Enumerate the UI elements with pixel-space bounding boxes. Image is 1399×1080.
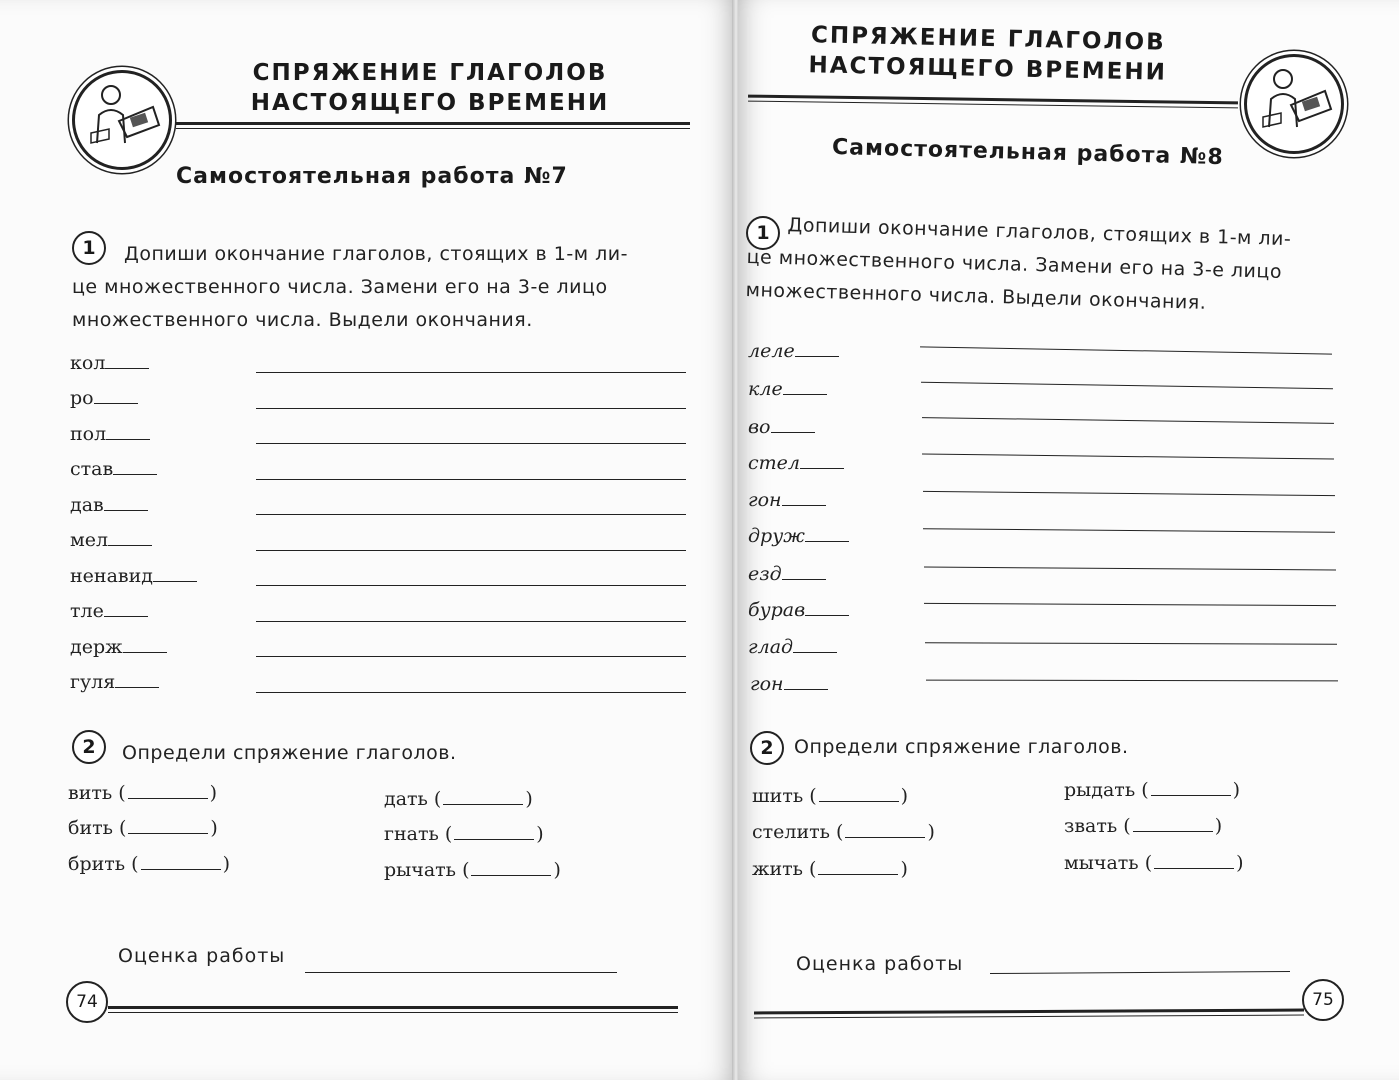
conj-item-3: жить ( ) — [752, 858, 908, 880]
task1-instructions — [72, 238, 692, 337]
ending-blank[interactable] — [94, 385, 138, 404]
task1-line2: це множественного числа. Замени его на 3-е лицо — [746, 245, 1283, 283]
header-rule — [176, 122, 690, 125]
answer-line-3[interactable] — [256, 443, 686, 444]
conj-blank[interactable] — [128, 780, 208, 799]
grade-line[interactable] — [990, 971, 1290, 974]
verb-stem: ненавид — [70, 565, 153, 587]
ending-blank[interactable] — [104, 598, 148, 617]
conj-item-4: дать ( ) — [384, 788, 533, 810]
ending-blank[interactable] — [106, 421, 150, 440]
header-title-line2: НАСТОЯЩЕГО ВРЕМЕНИ — [808, 52, 1168, 86]
conj-item-6: мычать ( ) — [1064, 852, 1244, 874]
verb-stem: друж — [748, 525, 805, 547]
task2-instructions: Определи спряжение глаголов. — [122, 742, 457, 764]
ending-blank[interactable] — [113, 456, 157, 475]
verb-row-1 — [70, 350, 149, 374]
verb-row-3 — [748, 414, 815, 438]
verb-row-6 — [748, 523, 849, 547]
verb-stem: гон — [750, 673, 784, 695]
footer-rule-thin — [108, 1012, 678, 1013]
verb-stem: кле — [748, 378, 783, 400]
task1-line3: множественного числа. Выдели окончания. — [72, 309, 533, 331]
conj-blank[interactable] — [1154, 850, 1234, 869]
verb-stem: тле — [70, 600, 104, 622]
conj-verb: жить — [752, 858, 803, 880]
answer-line-10[interactable] — [256, 692, 686, 693]
header-rule — [748, 95, 1238, 105]
conj-blank[interactable] — [141, 851, 221, 870]
verb-row-5 — [748, 487, 826, 511]
verb-stem: гон — [748, 489, 782, 511]
conj-blank[interactable] — [819, 783, 899, 802]
conj-verb: мычать — [1064, 852, 1139, 874]
ending-blank[interactable] — [782, 561, 826, 580]
verb-row-8 — [748, 597, 849, 621]
answer-line-5[interactable] — [256, 514, 686, 515]
answer-line-6[interactable] — [256, 550, 686, 551]
ending-blank[interactable] — [108, 527, 152, 546]
answer-line-4[interactable] — [256, 479, 686, 480]
conj-blank[interactable] — [845, 819, 925, 838]
verb-stem: став — [70, 458, 114, 480]
footer-rule — [108, 1006, 678, 1009]
footer-rule — [754, 1009, 1304, 1015]
conj-blank[interactable] — [818, 856, 898, 875]
page-number: 75 — [1302, 979, 1344, 1021]
verb-row-9 — [70, 634, 167, 658]
student-at-desk-icon — [75, 73, 169, 167]
task1-number: 1 — [746, 216, 780, 250]
verb-stem: езд — [748, 563, 782, 585]
ending-blank[interactable] — [784, 671, 828, 690]
conj-item-6: рычать ( ) — [384, 859, 561, 881]
conj-blank[interactable] — [454, 821, 534, 840]
grade-label: Оценка работы — [118, 945, 286, 967]
verb-row-4 — [748, 450, 844, 474]
verb-row-5 — [70, 492, 148, 516]
verb-stem: кол — [70, 352, 106, 374]
verb-stem: во — [748, 416, 771, 438]
page-number: 74 — [66, 981, 108, 1023]
header-emblem-icon — [1244, 54, 1344, 154]
verb-row-7 — [748, 561, 826, 585]
verb-stem: леле — [748, 340, 795, 362]
answer-line-6[interactable] — [923, 528, 1335, 533]
conj-item-1: вить ( ) — [68, 782, 218, 804]
verb-row-4 — [70, 456, 157, 480]
verb-stem: держ — [70, 636, 123, 658]
conj-verb: гнать — [384, 823, 439, 845]
conj-item-5: звать ( ) — [1064, 815, 1223, 837]
work-title: Самостоятельная работа №7 — [176, 164, 568, 189]
grade-label: Оценка работы — [796, 953, 964, 975]
conj-verb: стелить — [752, 821, 830, 843]
answer-line-5[interactable] — [923, 491, 1335, 496]
conj-item-1: шить ( ) — [752, 785, 909, 807]
task2-number: 2 — [72, 730, 106, 764]
answer-line-3[interactable] — [922, 417, 1334, 424]
conj-item-4: рыдать ( ) — [1064, 779, 1241, 801]
answer-line-2[interactable] — [256, 408, 686, 409]
verb-row-1 — [748, 338, 839, 362]
verb-stem: гуля — [70, 671, 116, 693]
right-page — [738, 0, 1399, 1080]
conj-item-2: стелить ( ) — [752, 821, 935, 843]
task1-line1: Допиши окончание глаголов, стоящих в 1-м ли- — [124, 243, 628, 265]
task2-number: 2 — [750, 731, 784, 765]
conj-blank[interactable] — [443, 786, 523, 805]
work-title: Самостоятельная работа №8 — [831, 134, 1225, 171]
header-title-line1: СПРЯЖЕНИЕ ГЛАГОЛОВ — [810, 22, 1166, 56]
conj-blank[interactable] — [128, 815, 208, 834]
verb-row-7 — [70, 563, 197, 587]
verb-row-2 — [70, 385, 138, 409]
ending-blank[interactable] — [783, 376, 827, 395]
verb-stem: пол — [70, 423, 107, 445]
answer-line-10[interactable] — [926, 680, 1338, 682]
conj-verb: вить — [68, 782, 113, 804]
answer-line-1[interactable] — [920, 346, 1332, 354]
answer-line-4[interactable] — [922, 453, 1334, 459]
student-at-desk-icon — [1247, 57, 1341, 151]
task1-number: 1 — [72, 231, 106, 265]
header-title-line2: НАСТОЯЩЕГО ВРЕМЕНИ — [250, 90, 610, 116]
conj-blank[interactable] — [471, 857, 551, 876]
ending-blank[interactable] — [805, 523, 849, 542]
task1-line1: Допиши окончание глаголов, стоящих в 1-м ли- — [787, 214, 1292, 251]
ending-blank[interactable] — [153, 563, 197, 582]
ending-blank[interactable] — [105, 350, 149, 369]
header-title — [757, 19, 1218, 89]
conj-item-2: бить ( ) — [68, 817, 218, 839]
answer-line-8[interactable] — [924, 603, 1336, 606]
verb-stem: бурав — [748, 599, 806, 621]
conj-verb: рыдать — [1064, 779, 1136, 801]
verb-row-10 — [70, 669, 159, 693]
answer-line-2[interactable] — [921, 382, 1333, 389]
verb-row-2 — [748, 376, 827, 400]
answer-line-9[interactable] — [256, 656, 686, 657]
header-emblem-icon — [72, 70, 172, 170]
header-title — [190, 58, 670, 118]
conj-verb: рычать — [384, 859, 457, 881]
conj-verb: бить — [68, 817, 113, 839]
ending-blank[interactable] — [793, 634, 837, 653]
verb-stem: ро — [70, 387, 94, 409]
conj-verb: звать — [1064, 815, 1118, 837]
verb-row-9 — [748, 634, 837, 658]
verb-row-3 — [70, 421, 150, 445]
answer-line-7[interactable] — [924, 567, 1336, 571]
task2-instructions: Определи спряжение глаголов. — [794, 736, 1129, 758]
ending-blank[interactable] — [115, 669, 159, 688]
footer-rule-thin — [754, 1015, 1304, 1019]
ending-blank[interactable] — [104, 492, 148, 511]
verb-stem: глад — [748, 636, 794, 658]
grade-line[interactable] — [305, 972, 617, 973]
header-rule-thin — [176, 128, 690, 129]
conj-verb: брить — [68, 853, 126, 875]
answer-line-9[interactable] — [925, 642, 1337, 644]
ending-blank[interactable] — [800, 450, 844, 469]
verb-stem: мел — [70, 529, 109, 551]
conj-item-5: гнать ( ) — [384, 823, 544, 845]
task1-instructions — [745, 208, 1348, 324]
ending-blank[interactable] — [795, 338, 839, 357]
ending-blank[interactable] — [805, 597, 849, 616]
verb-stem: дав — [70, 494, 104, 516]
answer-line-7[interactable] — [256, 585, 686, 586]
task1-line2: це множественного числа. Замени его на 3-е лицо — [72, 276, 608, 298]
verb-row-6 — [70, 527, 152, 551]
conj-blank[interactable] — [1133, 813, 1213, 832]
ending-blank[interactable] — [782, 487, 826, 506]
verb-stem: стел — [748, 452, 800, 474]
conj-verb: дать — [384, 788, 428, 810]
conj-blank[interactable] — [1151, 777, 1231, 796]
conj-item-3: брить ( ) — [68, 853, 230, 875]
verb-row-10 — [750, 671, 828, 695]
task1-line3: множественного числа. Выдели окончания. — [745, 278, 1207, 314]
verb-row-8 — [70, 598, 148, 622]
answer-line-8[interactable] — [256, 621, 686, 622]
ending-blank[interactable] — [771, 414, 815, 433]
conj-verb: шить — [752, 785, 804, 807]
answer-line-1[interactable] — [256, 372, 686, 373]
header-title-line1: СПРЯЖЕНИЕ ГЛАГОЛОВ — [252, 60, 608, 86]
ending-blank[interactable] — [123, 634, 167, 653]
